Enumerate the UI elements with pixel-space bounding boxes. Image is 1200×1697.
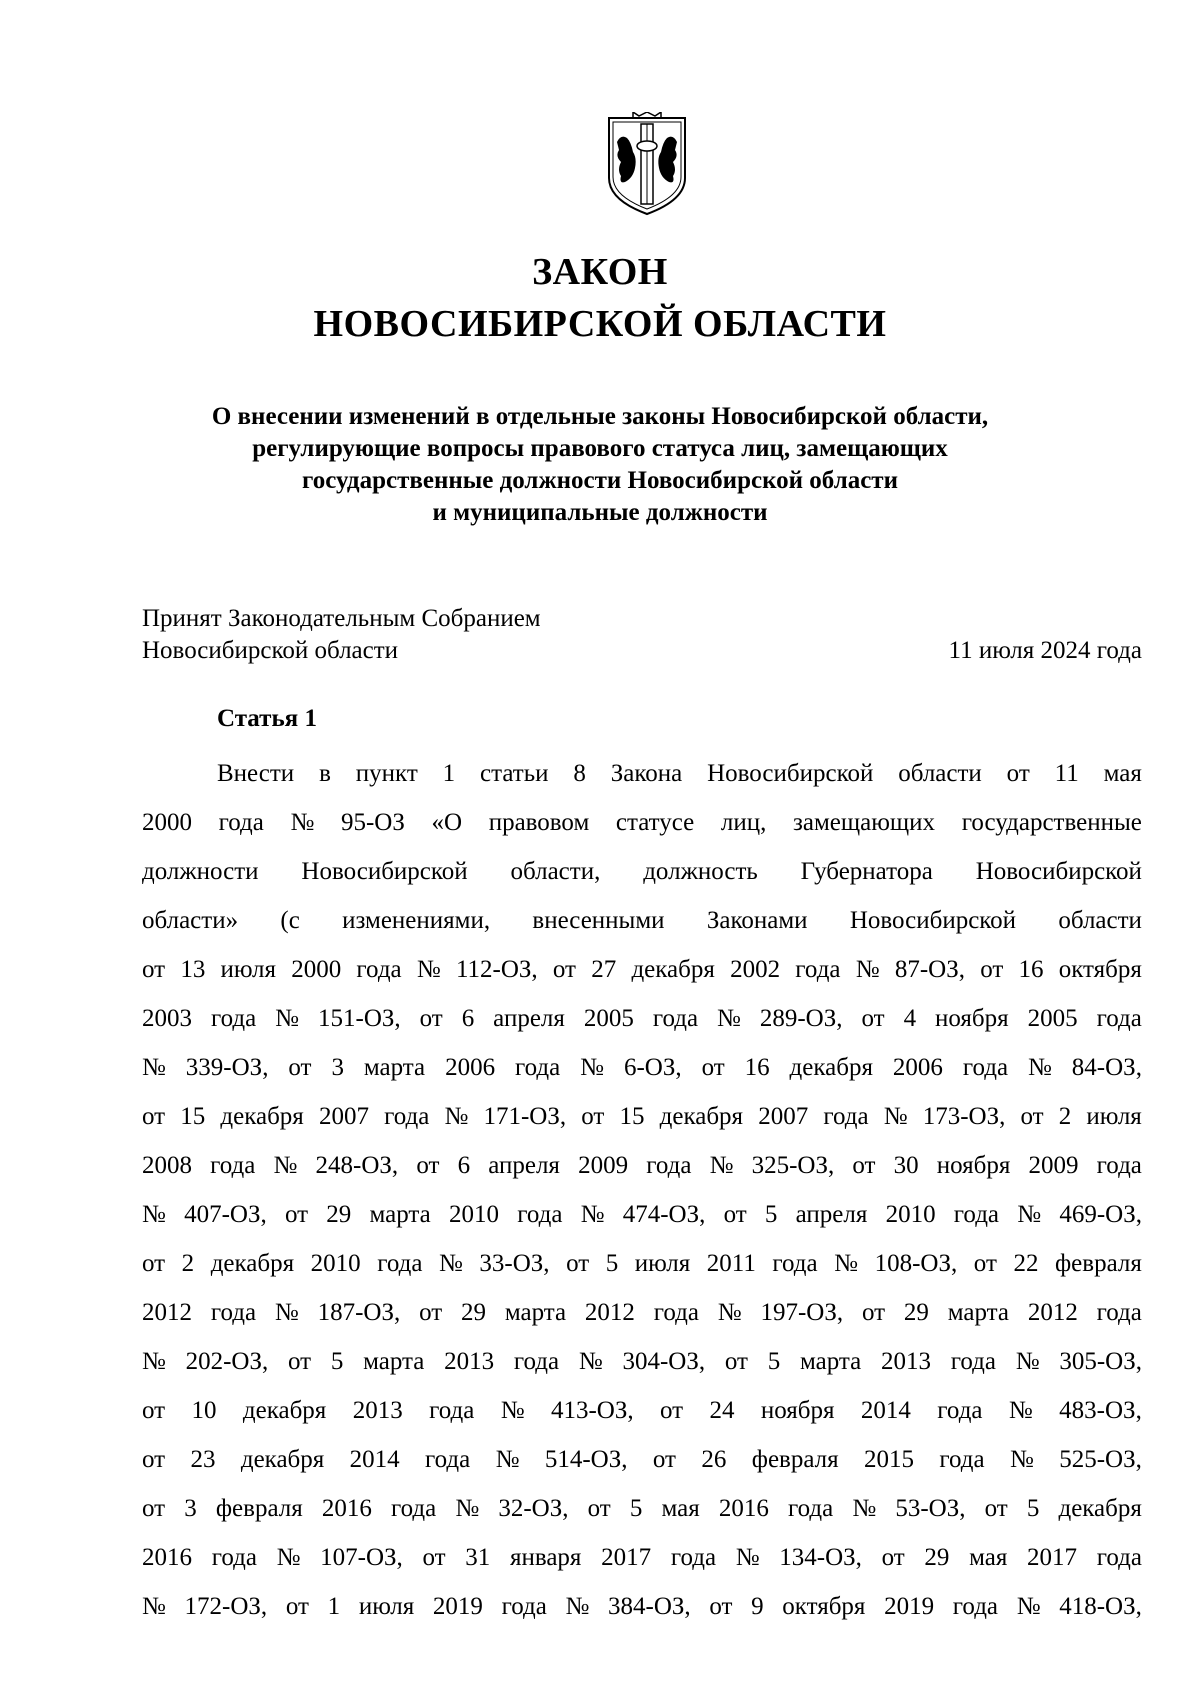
- coat-of-arms-icon: [603, 112, 691, 218]
- subtitle-line: О внесении изменений в отдельные законы Новосибирской области,: [211, 403, 989, 430]
- paragraph-line: № 172-ОЗ, от 1 июля 2019 года № 384-ОЗ, от 9 октября 2019 года № 418-ОЗ,: [142, 1593, 1142, 1620]
- paragraph-line: № 407-ОЗ, от 29 марта 2010 года № 474-ОЗ, от 5 апреля 2010 года № 469-ОЗ,: [142, 1201, 1142, 1228]
- adoption-block: [142, 603, 1142, 667]
- subtitle-line: государственные должности Новосибирской области: [302, 467, 898, 494]
- subtitle-line: регулирующие вопросы правового статуса лиц, замещающих: [252, 435, 948, 462]
- paragraph-line: от 3 февраля 2016 года № 32-ОЗ, от 5 мая 2016 года № 53-ОЗ, от 5 декабря: [142, 1495, 1142, 1522]
- paragraph-line: 2008 года № 248-ОЗ, от 6 апреля 2009 года № 325-ОЗ, от 30 ноября 2009 года: [142, 1152, 1142, 1179]
- paragraph-line: № 202-ОЗ, от 5 марта 2013 года № 304-ОЗ, от 5 марта 2013 года № 305-ОЗ,: [142, 1348, 1142, 1375]
- paragraph-line: № 339-ОЗ, от 3 марта 2006 года № 6-ОЗ, от 16 декабря 2006 года № 84-ОЗ,: [142, 1054, 1142, 1081]
- paragraph-line: от 2 декабря 2010 года № 33-ОЗ, от 5 июля 2011 года № 108-ОЗ, от 22 февраля: [142, 1250, 1142, 1277]
- paragraph-line: 2012 года № 187-ОЗ, от 29 марта 2012 года № 197-ОЗ, от 29 марта 2012 года: [142, 1299, 1142, 1326]
- article-heading: Статья 1: [217, 705, 317, 732]
- law-subtitle: [150, 401, 1050, 529]
- adoption-line: Новосибирской области: [142, 637, 399, 664]
- paragraph-line: области» (с изменениями, внесенными Законами Новосибирской области: [142, 907, 1142, 934]
- adoption-line: Принят Законодательным Собранием: [142, 605, 541, 632]
- article-body: [142, 749, 1142, 1631]
- law-title: [0, 246, 1200, 350]
- paragraph-line: 2016 года № 107-ОЗ, от 31 января 2017 года № 134-ОЗ, от 29 мая 2017 года: [142, 1544, 1142, 1571]
- adoption-date: 11 июля 2024 года: [948, 637, 1142, 664]
- adoption-row: [142, 635, 1142, 667]
- law-title-line-2: НОВОСИБИРСКОЙ ОБЛАСТИ: [313, 303, 887, 345]
- paragraph-line: от 15 декабря 2007 года № 171-ОЗ, от 15 декабря 2007 года № 173-ОЗ, от 2 июля: [142, 1103, 1142, 1130]
- paragraph-line: от 13 июля 2000 года № 112-ОЗ, от 27 декабря 2002 года № 87-ОЗ, от 16 октября: [142, 956, 1142, 983]
- paragraph-line: должности Новосибирской области, должность Губернатора Новосибирской: [142, 858, 1142, 885]
- paragraph-line: 2000 года № 95-ОЗ «О правовом статусе лиц, замещающих государственные: [142, 809, 1142, 836]
- law-title-line-1: ЗАКОН: [532, 251, 668, 293]
- subtitle-line: и муниципальные должности: [432, 499, 768, 526]
- paragraph-line: Внести в пункт 1 статьи 8 Закона Новосибирской области от 11 мая: [217, 760, 1142, 787]
- paragraph-line: 2003 года № 151-ОЗ, от 6 апреля 2005 года № 289-ОЗ, от 4 ноября 2005 года: [142, 1005, 1142, 1032]
- paragraph-line: от 23 декабря 2014 года № 514-ОЗ, от 26 февраля 2015 года № 525-ОЗ,: [142, 1446, 1142, 1473]
- paragraph-line: от 10 декабря 2013 года № 413-ОЗ, от 24 ноября 2014 года № 483-ОЗ,: [142, 1397, 1142, 1424]
